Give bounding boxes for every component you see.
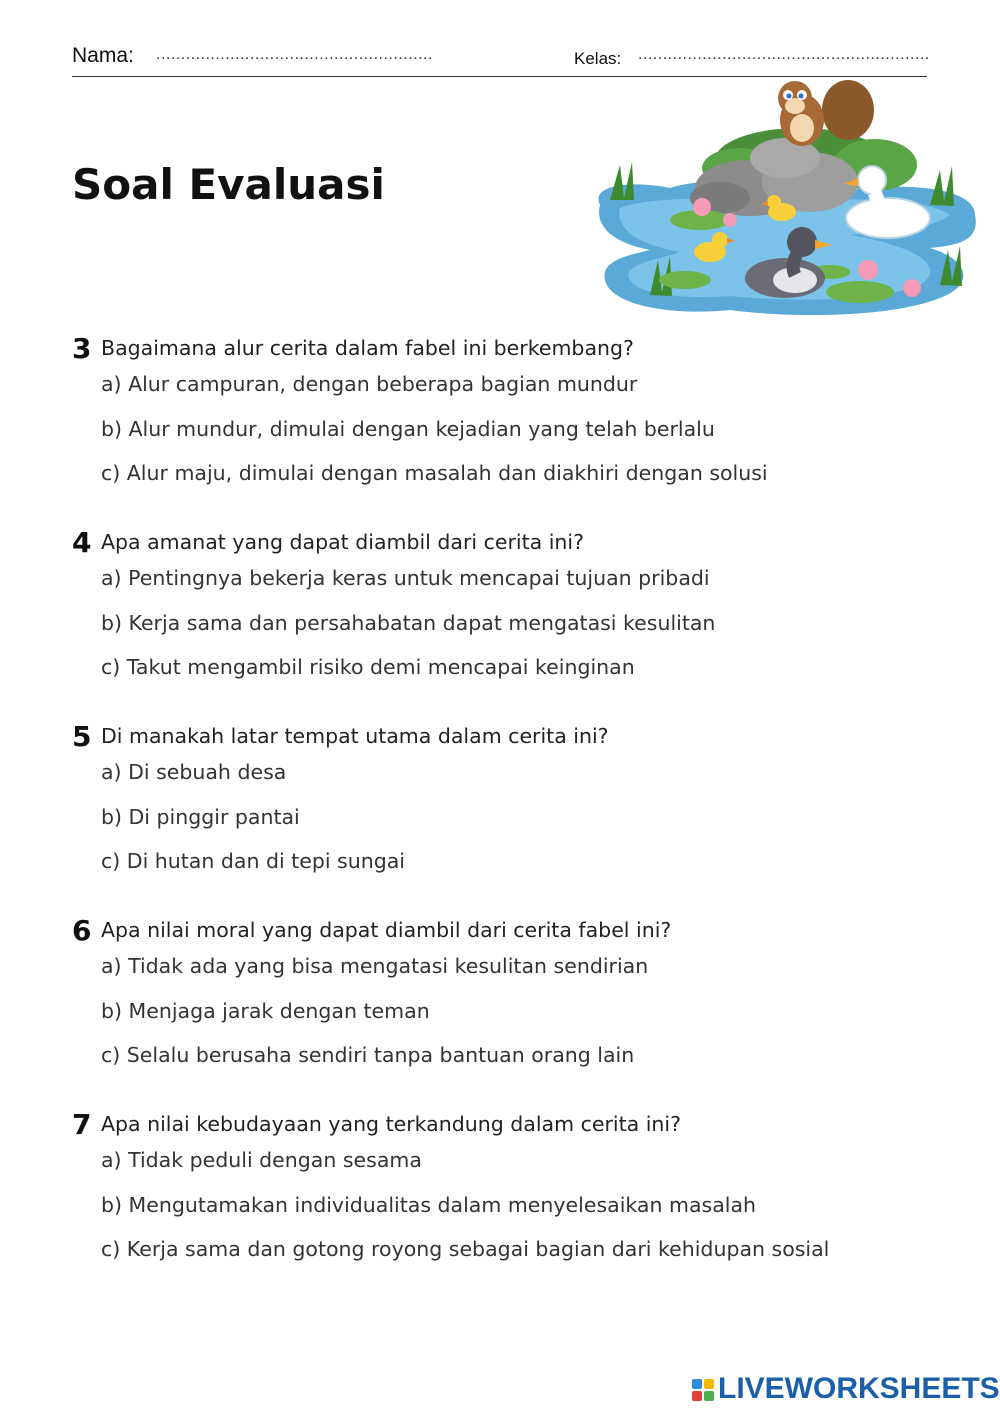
option-b[interactable]: b) Di pinggir pantai [101, 805, 300, 829]
option-c[interactable]: c) Di hutan dan di tepi sungai [101, 849, 405, 873]
option-c[interactable]: c) Alur maju, dimulai dengan masalah dan diakhiri dengan solusi [101, 461, 768, 485]
class-field[interactable]: ........................................................... [638, 46, 930, 63]
logo-text: LIVEWORKSHEETS [718, 1372, 1000, 1405]
option-a[interactable]: a) Tidak peduli dengan sesama [101, 1148, 422, 1172]
option-a[interactable]: a) Di sebuah desa [101, 760, 287, 784]
question-number: 3 [72, 332, 92, 365]
question-number: 5 [72, 720, 92, 753]
option-b[interactable]: b) Alur mundur, dimulai dengan kejadian yang telah berlalu [101, 417, 715, 441]
question-number: 4 [72, 526, 92, 559]
question-number: 6 [72, 914, 92, 947]
logo-grid-icon [692, 1379, 714, 1401]
question-text: Bagaimana alur cerita dalam fabel ini berkembang? [101, 336, 634, 360]
name-field[interactable]: ........................................................ [156, 46, 433, 63]
question-text: Apa nilai moral yang dapat diambil dari cerita fabel ini? [101, 918, 672, 942]
option-c[interactable]: c) Kerja sama dan gotong royong sebagai bagian dari kehidupan sosial [101, 1237, 830, 1261]
class-label: Kelas: [574, 49, 622, 68]
option-c[interactable]: c) Takut mengambil risiko demi mencapai keinginan [101, 655, 635, 679]
option-b[interactable]: b) Menjaga jarak dengan teman [101, 999, 430, 1023]
option-b[interactable]: b) Kerja sama dan persahabatan dapat mengatasi kesulitan [101, 611, 716, 635]
question-text: Apa amanat yang dapat diambil dari cerita ini? [101, 530, 585, 554]
option-c[interactable]: c) Selalu berusaha sendiri tanpa bantuan orang lain [101, 1043, 635, 1067]
option-a[interactable]: a) Tidak ada yang bisa mengatasi kesulitan sendirian [101, 954, 649, 978]
page-title: Soal Evaluasi [72, 160, 385, 209]
question-text: Apa nilai kebudayaan yang terkandung dalam cerita ini? [101, 1112, 681, 1136]
liveworksheets-logo [692, 1372, 1000, 1408]
name-label: Nama: [72, 44, 134, 67]
question-text: Di manakah latar tempat utama dalam cerita ini? [101, 724, 609, 748]
option-a[interactable]: a) Alur campuran, dengan beberapa bagian mundur [101, 372, 638, 396]
option-b[interactable]: b) Mengutamakan individualitas dalam menyelesaikan masalah [101, 1193, 757, 1217]
option-a[interactable]: a) Pentingnya bekerja keras untuk mencapai tujuan pribadi [101, 566, 710, 590]
question-number: 7 [72, 1108, 92, 1141]
pond-illustration-icon [590, 70, 980, 320]
